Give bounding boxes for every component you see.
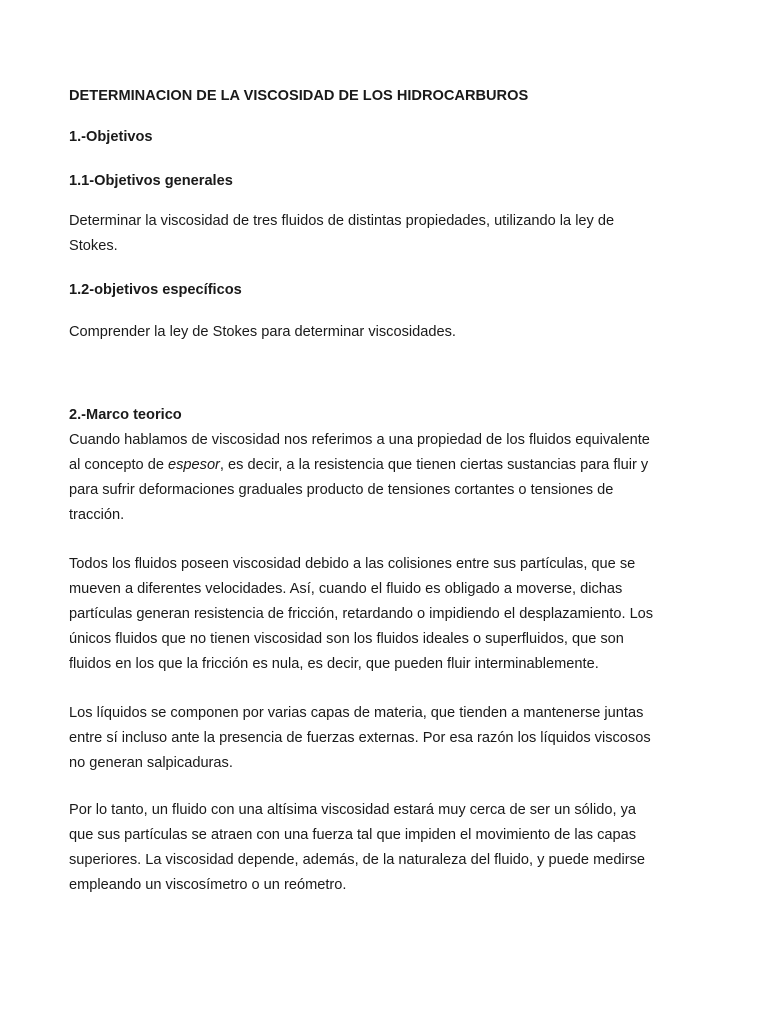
text-line: para sufrir deformaciones graduales producto de tensiones cortantes o tensiones de (69, 482, 614, 498)
text-line: fluidos en los que la fricción es nula, es decir, que pueden fluir interminablemente. (69, 656, 599, 672)
text-line: Cuando hablamos de viscosidad nos referimos a una propiedad de los fluidos equivalente (69, 432, 650, 448)
text-line: tracción. (69, 507, 125, 523)
text-line: que sus partículas se atraen con una fuerza tal que impiden el movimiento de las capas (69, 827, 637, 843)
paragraph-viscosidad-definicion (69, 428, 699, 528)
italic-term-espesor: espesor (168, 457, 220, 473)
text-line (69, 453, 699, 478)
text-line: empleando un viscosímetro o un reómetro. (69, 877, 347, 893)
paragraph-capas-materia (69, 701, 699, 776)
text-line: Los líquidos se componen por varias capas de materia, que tienden a mantenerse juntas (69, 705, 644, 721)
text-line: Determinar la viscosidad de tres fluidos de distintas propiedades, utilizando la ley de (69, 213, 615, 229)
paragraph-alta-viscosidad (69, 798, 699, 898)
subsection-heading-objetivos-generales: 1.1-Objetivos generales (69, 173, 233, 189)
section-heading-objetivos: 1.-Objetivos (69, 129, 153, 145)
text-line: entre sí incluso ante la presencia de fuerzas externas. Por esa razón los líquidos viscosos (69, 730, 651, 746)
text-line: Por lo tanto, un fluido con una altísima viscosidad estará muy cerca de ser un sólido, ya (69, 802, 637, 818)
text-line: Todos los fluidos poseen viscosidad debido a las colisiones entre sus partículas, que se (69, 556, 636, 572)
text-line: no generan salpicaduras. (69, 755, 233, 771)
paragraph-colisiones (69, 552, 699, 677)
text-fragment: , es decir, a la resistencia que tienen ciertas sustancias para fluir y (219, 457, 649, 473)
text-line: partículas generan resistencia de fricción, retardando o impidiendo el desplazamiento. Los (69, 606, 654, 622)
text-line: únicos fluidos que no tienen viscosidad son los fluidos ideales o superfluidos, que son (69, 631, 624, 647)
text-line: mueven a diferentes velocidades. Así, cuando el fluido es obligado a moverse, dichas (69, 581, 623, 597)
document-title: DETERMINACION DE LA VISCOSIDAD DE LOS HIDROCARBUROS (69, 88, 529, 104)
text-fragment: al concepto de (69, 457, 168, 473)
text-line: Stokes. (69, 238, 118, 254)
paragraph-objetivos-especificos: Comprender la ley de Stokes para determinar viscosidades. (69, 324, 456, 340)
text-line: superiores. La viscosidad depende, además, de la naturaleza del fluido, y puede medirse (69, 852, 646, 868)
subsection-heading-objetivos-especificos: 1.2-objetivos específicos (69, 282, 242, 298)
paragraph-objetivos-generales (69, 209, 699, 259)
section-heading-marco-teorico: 2.-Marco teorico (69, 407, 182, 423)
